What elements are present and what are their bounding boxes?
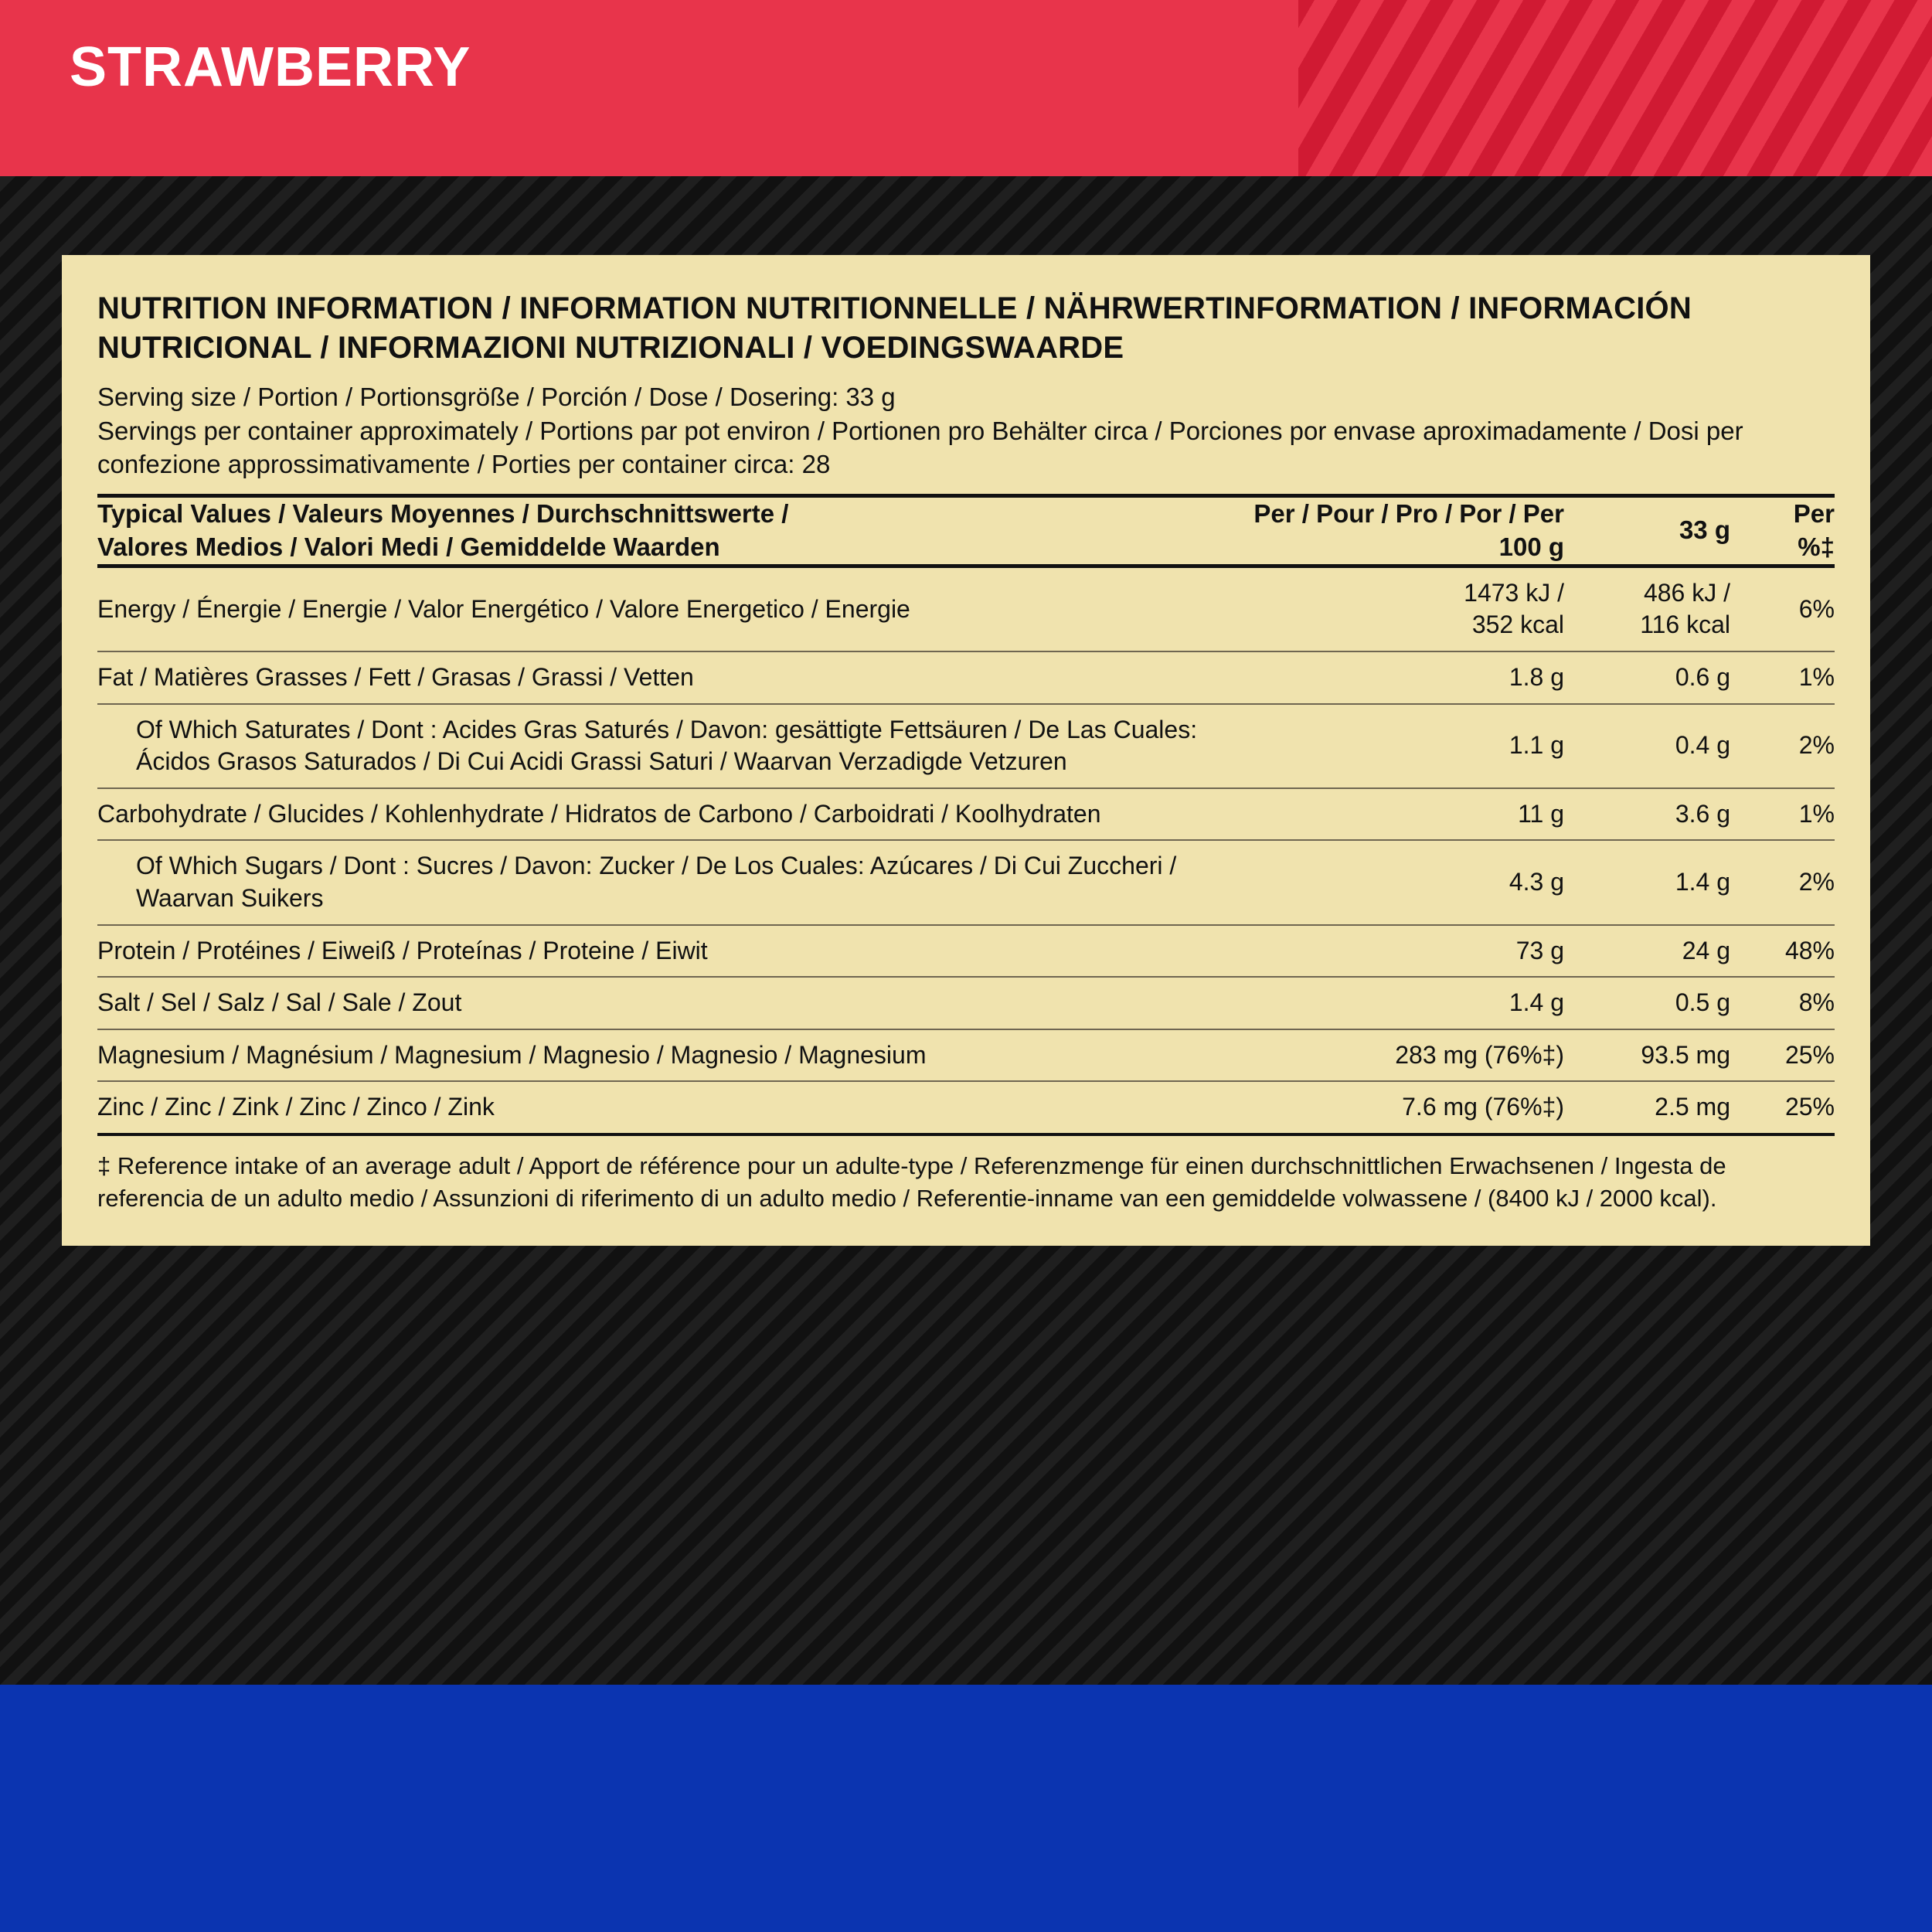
header-per-100g-bottom: 100 g (1498, 532, 1564, 561)
table-row (97, 651, 1835, 704)
value-per-33g (1564, 1081, 1730, 1134)
value-per-33g (1564, 977, 1730, 1029)
table-row (97, 977, 1835, 1029)
flavour-title: STRAWBERRY (70, 36, 471, 98)
value-percent-ri: 6% (1730, 566, 1835, 651)
header-per-33g-bottom: 33 g (1679, 515, 1730, 545)
value-per-33g-line2: 116 kcal (1640, 611, 1730, 639)
value-per-100g (1240, 566, 1564, 651)
header-per-percent-bottom: %‡ (1798, 532, 1835, 561)
value-per-33g-line1: 0.4 g (1675, 731, 1730, 760)
nutrient-name: Protein / Protéines / Eiweiß / Proteínas / Proteine / Eiwit (97, 925, 1240, 978)
value-per-100g (1240, 1081, 1564, 1134)
nutrition-panel-title: NUTRITION INFORMATION / INFORMATION NUTRITIONNELLE / NÄHRWERTINFORMATION / INFORMACIÓN NUTRICIONAL / INFORMAZIONI NUTRIZIONALI / VOEDINGSWAARDE (97, 291, 1692, 366)
value-per-100g (1240, 1029, 1564, 1082)
table-row (97, 566, 1835, 651)
value-percent-ri: 2% (1730, 704, 1835, 788)
value-per-100g-line1: 1.8 g (1509, 662, 1564, 691)
value-per-100g-line1: 4.3 g (1509, 868, 1564, 896)
value-per-33g-line1: 2.5 mg (1655, 1093, 1730, 1121)
nutrient-name: Magnesium / Magnésium / Magnesium / Magnesio / Magnesio / Magnesium (97, 1029, 1240, 1082)
banner-stripe-pattern (1298, 0, 1932, 176)
value-per-100g-line1: 7.6 mg (76%‡) (1402, 1093, 1564, 1121)
table-row (97, 1029, 1835, 1082)
header-typical-values (97, 496, 1240, 566)
serving-info (97, 380, 1835, 481)
header-per-33g (1564, 496, 1730, 566)
value-per-100g-line1: 283 mg (76%‡) (1395, 1040, 1564, 1069)
nutrition-table (97, 494, 1835, 1136)
header-per-100g-top: Per / Pour / Pro / Por / Per (1253, 499, 1564, 529)
value-per-100g-line1: 1473 kJ / (1464, 578, 1564, 607)
table-row (97, 788, 1835, 841)
nutrition-table-body (97, 566, 1835, 1134)
value-per-100g (1240, 840, 1564, 924)
nutrient-name: Fat / Matières Grasses / Fett / Grasas / Grassi / Vetten (97, 651, 1240, 704)
nutrition-panel (62, 255, 1870, 1246)
value-percent-ri: 48% (1730, 925, 1835, 978)
table-row (97, 704, 1835, 788)
value-per-33g-line1: 486 kJ / (1643, 578, 1730, 607)
servings-per-container-line: Servings per container approximately / Portions par pot environ / Portionen pro Behälter circa / Porciones por envase aproximadamente / Dosi per confezione approssimativamente / Porties per container circa: 28 (97, 416, 1743, 479)
value-per-33g-line1: 93.5 mg (1641, 1040, 1730, 1069)
value-per-100g-line1: 11 g (1518, 799, 1564, 828)
nutrient-name: Zinc / Zinc / Zink / Zinc / Zinco / Zink (97, 1081, 1240, 1134)
value-per-33g-line1: 0.5 g (1675, 988, 1730, 1017)
value-percent-ri: 1% (1730, 788, 1835, 841)
table-row (97, 1081, 1835, 1134)
value-per-33g (1564, 566, 1730, 651)
value-per-33g (1564, 704, 1730, 788)
value-per-33g-line1: 1.4 g (1675, 868, 1730, 896)
value-per-33g (1564, 840, 1730, 924)
header-per-percent-top: Per (1793, 499, 1835, 529)
value-per-33g (1564, 925, 1730, 978)
nutrient-name: Of Which Saturates / Dont : Acides Gras Saturés / Davon: gesättigte Fettsäuren / De Las Cuales: Ácidos Grasos Saturados / Di Cui Acidi Grassi Saturi / Waarvan Verzadigde Vetzuren (97, 704, 1240, 788)
value-per-100g (1240, 651, 1564, 704)
header-per-percent (1730, 496, 1835, 566)
reference-intake-footnote: ‡ Reference intake of an average adult / Apport de référence pour un adulte-type / Referenzmenge für einen durchschnittlichen Erwachsenen / Ingesta de referencia de un adulto medio / Assunzioni di riferimento di un adulto medio / Referentie-inname van een gemiddelde volwassene / (8400 kJ / 2000 kcal). (97, 1151, 1726, 1212)
header-per-100g (1240, 496, 1564, 566)
table-row (97, 925, 1835, 978)
value-per-100g-line2: 352 kcal (1471, 611, 1564, 639)
value-percent-ri: 25% (1730, 1081, 1835, 1134)
value-per-100g (1240, 788, 1564, 841)
value-per-100g-line1: 1.1 g (1509, 731, 1564, 760)
nutrient-name: Of Which Sugars / Dont : Sucres / Davon: Zucker / De Los Cuales: Azúcares / Di Cui Zuccheri / Waarvan Suikers (97, 840, 1240, 924)
value-per-100g-line1: 1.4 g (1509, 988, 1564, 1017)
value-percent-ri: 2% (1730, 840, 1835, 924)
value-percent-ri: 1% (1730, 651, 1835, 704)
value-per-100g (1240, 925, 1564, 978)
header-typical-values-line2: Valores Medios / Valori Medi / Gemiddelde Waarden (97, 532, 720, 561)
value-per-100g (1240, 977, 1564, 1029)
nutrient-name: Carbohydrate / Glucides / Kohlenhydrate / Hidratos de Carbono / Carboidrati / Koolhydraten (97, 788, 1240, 841)
nutrient-name: Energy / Énergie / Energie / Valor Energético / Valore Energetico / Energie (97, 566, 1240, 651)
value-per-33g-line1: 3.6 g (1675, 799, 1730, 828)
flavour-banner (0, 0, 1932, 176)
value-per-100g (1240, 704, 1564, 788)
value-per-33g-line1: 0.6 g (1675, 662, 1730, 691)
value-per-33g (1564, 1029, 1730, 1082)
value-percent-ri: 25% (1730, 1029, 1835, 1082)
table-row (97, 840, 1835, 924)
nutrient-name: Salt / Sel / Salz / Sal / Sale / Zout (97, 977, 1240, 1029)
header-typical-values-line1: Typical Values / Valeurs Moyennes / Durchschnittswerte / (97, 499, 789, 529)
serving-size-line: Serving size / Portion / Portionsgröße / Porción / Dose / Dosering: 33 g (97, 383, 896, 412)
value-percent-ri: 8% (1730, 977, 1835, 1029)
table-header-row (97, 496, 1835, 566)
value-per-100g-line1: 73 g (1515, 936, 1564, 964)
value-per-33g (1564, 651, 1730, 704)
value-per-33g-line1: 24 g (1682, 936, 1730, 964)
value-per-33g (1564, 788, 1730, 841)
bottom-color-band (0, 1685, 1932, 1932)
